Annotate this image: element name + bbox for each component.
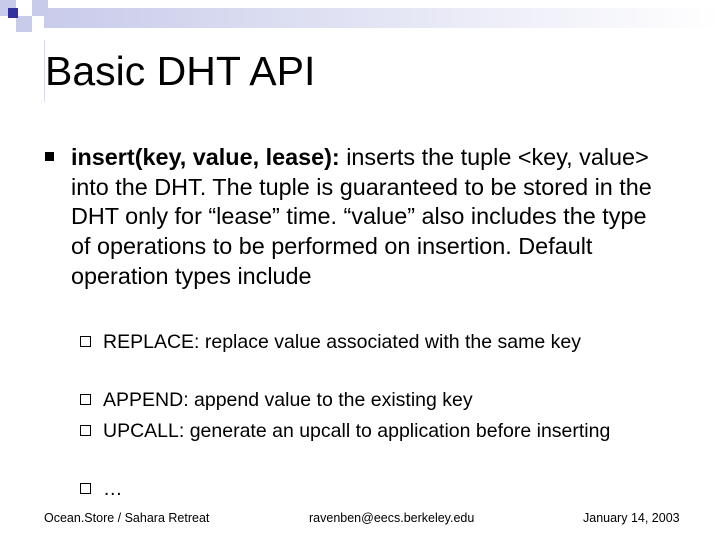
footer-left: Ocean.Store / Sahara Retreat [44, 511, 210, 525]
header-decoration [0, 0, 720, 40]
square-bullet-icon [45, 152, 54, 161]
checkbox-bullet-icon [80, 336, 91, 347]
checkbox-bullet-icon [80, 483, 91, 494]
checkbox-bullet-icon [80, 394, 91, 405]
footer-email: ravenben@eecs.berkeley.edu [309, 511, 475, 525]
slide-title: Basic DHT API [45, 48, 316, 94]
bullet-lead: insert(key, value, lease): [71, 144, 340, 170]
checkbox-bullet-icon [80, 425, 91, 436]
subitem-text: REPLACE: replace value associated with the same key [103, 331, 581, 353]
footer-date: January 14, 2003 [583, 511, 680, 525]
bullet-text [71, 143, 671, 292]
subitem-text: … [103, 478, 123, 500]
bullet-body: inserts the tuple <key, value> into the DHT. The tuple is guaranteed to be stored in the DHT only for “lease” time. “value” also includes the type of operations to be performed on insertion. Default operation types include [71, 144, 652, 289]
subitem-text: APPEND: append value to the existing key [103, 389, 473, 411]
subitem-text: UPCALL: generate an upcall to application before inserting [103, 420, 611, 442]
